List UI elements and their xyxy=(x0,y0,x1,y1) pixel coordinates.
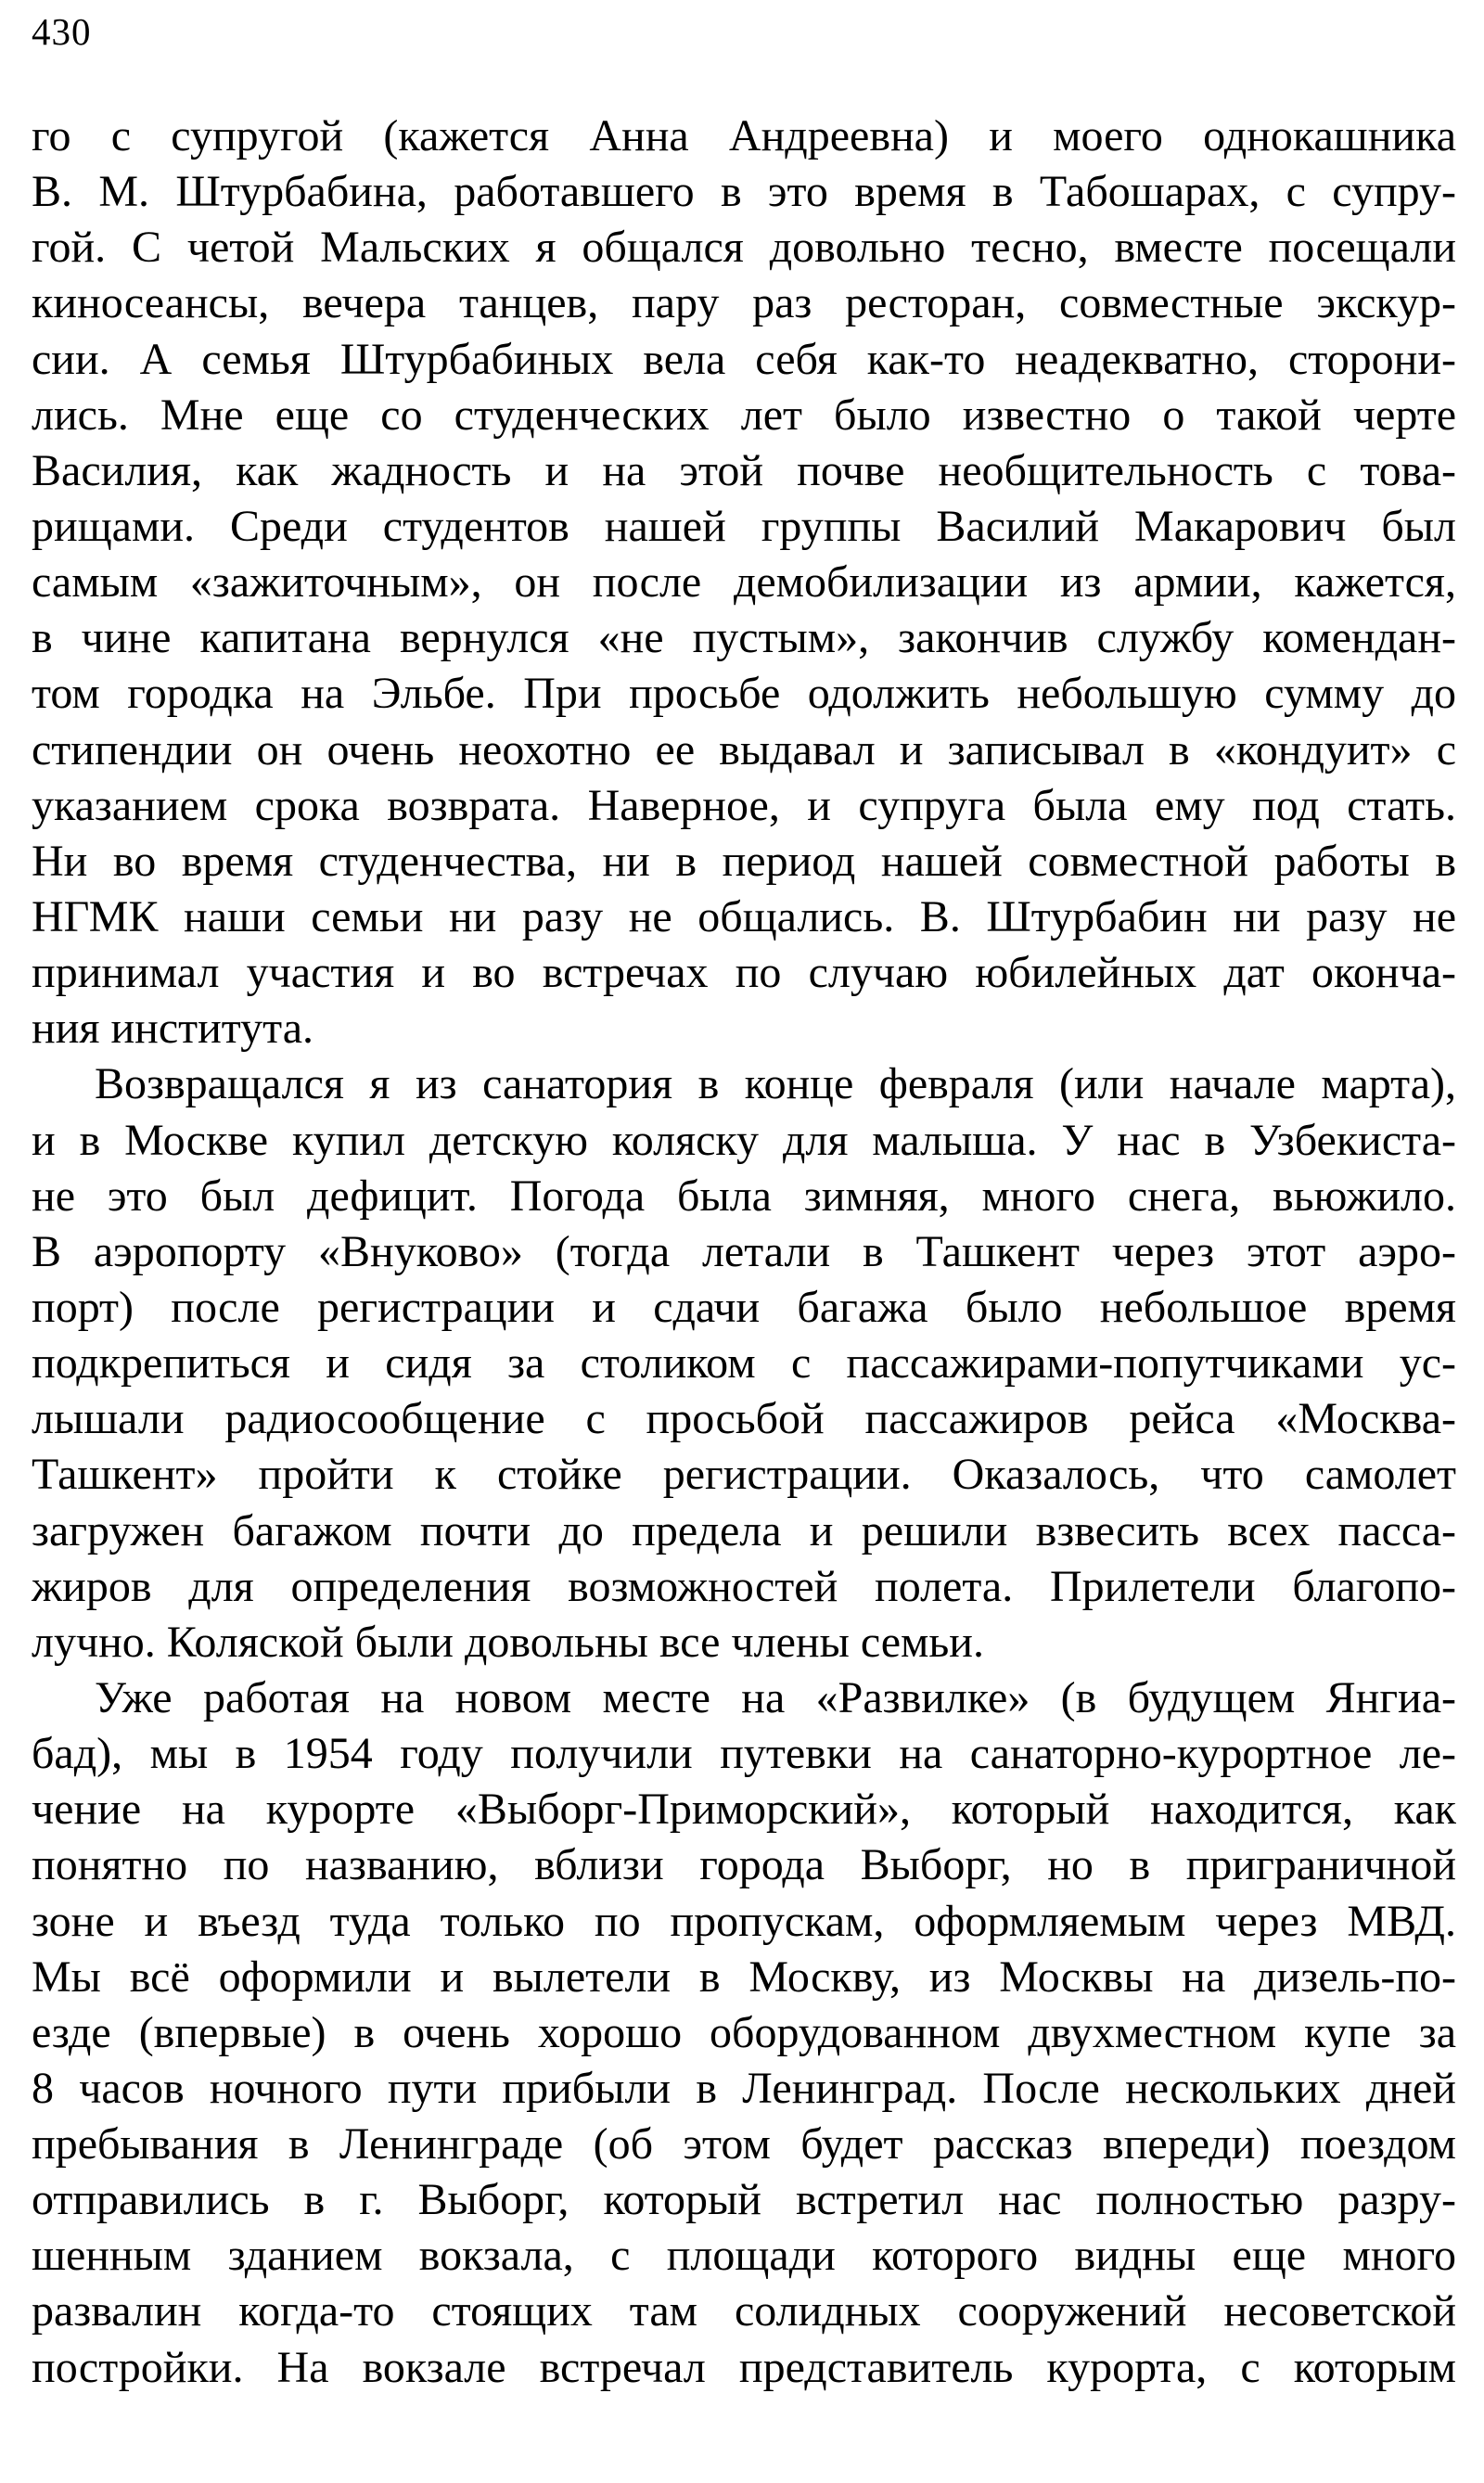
text-line: лышали радиосообщение с просьбой пассажиров рейса «Москва- xyxy=(32,1394,1456,1444)
text-line: рищами. Среди студентов нашей группы Василий Макарович был xyxy=(32,501,1456,551)
text-line: и в Москве купил детскую коляску для малыша. У нас в Узбекиста- xyxy=(32,1115,1456,1165)
text-line: НГМК наши семьи ни разу не общались. В. Штурбабин ни разу не xyxy=(32,891,1456,941)
text-line: самым «зажиточным», он после демобилизации из армии, кажется, xyxy=(32,557,1456,608)
text-line: В аэропорту «Внуково» (тогда летали в Ташкент через этот аэро- xyxy=(32,1226,1456,1276)
text-line: лучно. Коляской были довольны все члены семьи. xyxy=(32,1617,984,1667)
text-line: том городка на Эльбе. При просьбе одолжить небольшую сумму до xyxy=(32,669,1456,719)
text-line: не это был дефицит. Погода была зимняя, много снега, вьюжило. xyxy=(32,1171,1456,1221)
text-line: порт) после регистрации и сдачи багажа было небольшое время xyxy=(32,1282,1456,1332)
text-line: ния института. xyxy=(32,1004,314,1054)
text-line: принимал участия и во встречах по случаю юбилейных дат оконча- xyxy=(32,948,1456,998)
text-line: отправились в г. Выборг, который встретил нас полностью разру- xyxy=(32,2175,1456,2225)
text-line: постройки. На вокзале встречал представитель курорта, с которым xyxy=(32,2342,1456,2392)
text-line: Василия, как жадность и на этой почве необщительность с това- xyxy=(32,445,1456,495)
paragraph-first-line: Уже работая на новом месте на «Развилке» (в будущем Янгиа- xyxy=(95,1672,1456,1722)
paragraph-first-line: Возвращался я из санатория в конце февраля (или начале марта), xyxy=(95,1059,1456,1109)
text-line: Ташкент» пройти к стойке регистрации. Оказалось, что самолет xyxy=(32,1450,1456,1500)
text-line: стипендии он очень неохотно ее выдавал и записывал в «кондуит» с xyxy=(32,724,1456,774)
text-line: езде (впервые) в очень хорошо оборудованном двухместном купе за xyxy=(32,2007,1456,2057)
text-line: пребывания в Ленинграде (об этом будет рассказ впереди) поездом xyxy=(32,2119,1456,2169)
text-line: загружен багажом почти до предела и решили взвесить всех пасса- xyxy=(32,1505,1456,1555)
text-line: Мы всё оформили и вылетели в Москву, из Москвы на дизель-по- xyxy=(32,1952,1456,2002)
text-line: в чине капитана вернулся «не пустым», закончив службу комендан- xyxy=(32,613,1456,663)
text-line: развалин когда-то стоящих там солидных сооружений несоветской xyxy=(32,2286,1456,2336)
text-line: гой. С четой Мальских я общался довольно тесно, вместе посещали xyxy=(32,223,1456,273)
text-line: шенным зданием вокзала, с площади которого видны еще много xyxy=(32,2231,1456,2281)
page-number: 430 xyxy=(32,10,92,53)
text-line: чение на курорте «Выборг-Приморский», который находится, как xyxy=(32,1785,1456,1835)
text-line: бад), мы в 1954 году получили путевки на санаторно-курортное ле- xyxy=(32,1729,1456,1779)
text-line: лись. Мне еще со студенческих лет было известно о такой черте xyxy=(32,390,1456,440)
text-line: киносеансы, вечера танцев, пару раз ресторан, совместные экскур- xyxy=(32,278,1456,328)
text-line: Ни во время студенчества, ни в период нашей совместной работы в xyxy=(32,836,1456,886)
text-body xyxy=(32,109,1456,2396)
text-line: понятно по названию, вблизи города Выборг, но в приграничной xyxy=(32,1840,1456,1890)
text-line: жиров для определения возможностей полета. Прилетели благопо- xyxy=(32,1561,1456,1611)
text-line: сии. А семья Штурбабиных вела себя как-то неадекватно, сторони- xyxy=(32,334,1456,384)
text-line: подкрепиться и сидя за столиком с пассажирами-попутчиками ус- xyxy=(32,1338,1456,1389)
text-line: го с супругой (кажется Анна Андреевна) и моего однокашника xyxy=(32,111,1456,160)
text-line: 8 часов ночного пути прибыли в Ленинград. После нескольких дней xyxy=(32,2063,1456,2113)
text-line: указанием срока возврата. Наверное, и супруга была ему под стать. xyxy=(32,780,1456,830)
text-line: В. М. Штурбабина, работавшего в это время в Табошарах, с супру- xyxy=(32,167,1456,217)
text-line: зоне и въезд туда только по пропускам, оформляемым через МВД. xyxy=(32,1896,1456,1946)
